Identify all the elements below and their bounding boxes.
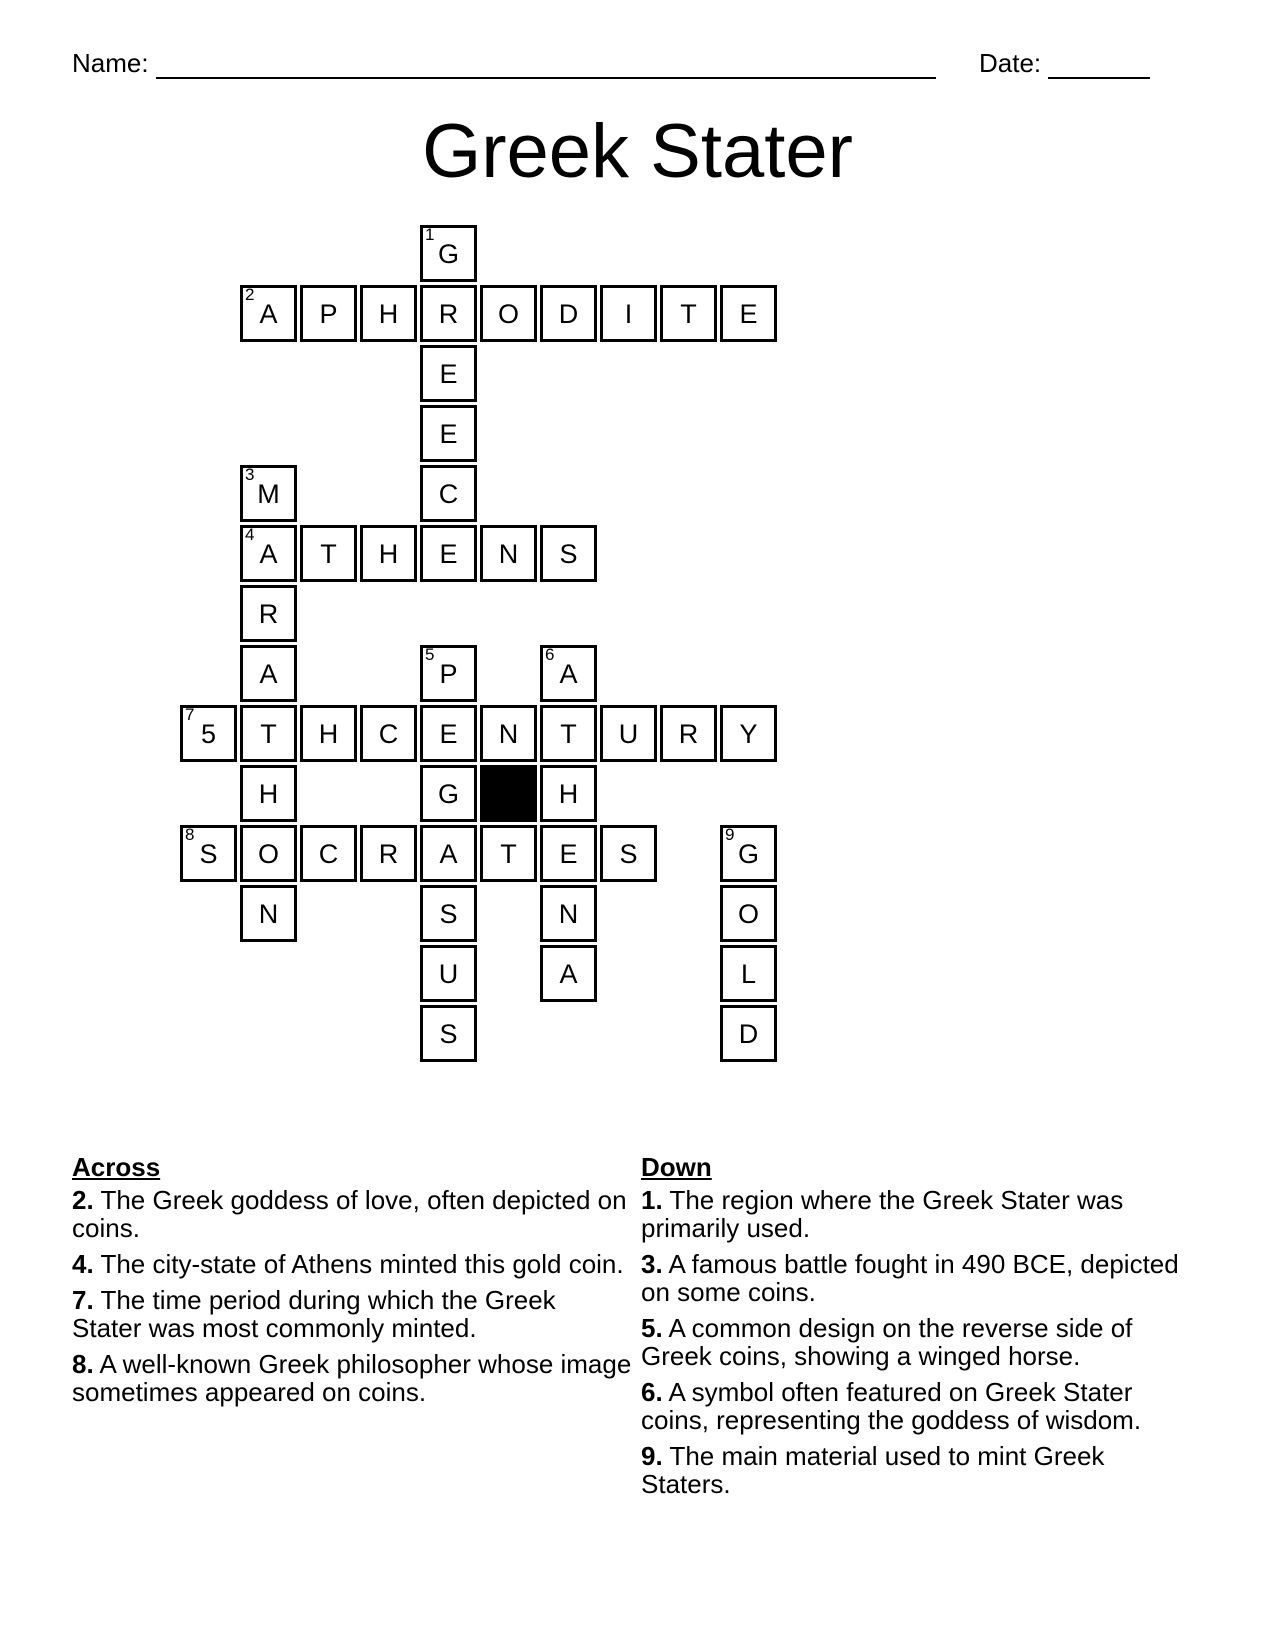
grid-cell[interactable]: [420, 825, 477, 882]
cell-letter: A: [259, 539, 278, 569]
cell-letter: T: [260, 719, 277, 749]
grid-cell[interactable]: [420, 465, 477, 522]
cell-letter: S: [199, 839, 218, 869]
cell-letter: N: [498, 719, 519, 749]
cell-letter: R: [438, 299, 459, 329]
across-heading: Across: [72, 1152, 161, 1182]
cell-letter: S: [439, 1019, 458, 1049]
clue-number-label: 6: [545, 645, 555, 664]
grid-cell[interactable]: [420, 885, 477, 942]
grid-cell[interactable]: [720, 945, 777, 1002]
cell-letter: M: [257, 479, 280, 509]
cell-letter: H: [318, 719, 339, 749]
clue-number: 4.: [72, 1249, 94, 1279]
cell-letter: H: [258, 779, 279, 809]
grid-cell[interactable]: [240, 705, 297, 762]
clue-text: The time period during which the Greek Stater was most commonly minted.: [72, 1285, 556, 1343]
clue-number-label: 3: [245, 465, 255, 484]
name-label: Name:: [72, 48, 149, 78]
clue-number: 3.: [641, 1249, 663, 1279]
grid-cell[interactable]: [660, 285, 717, 342]
clue-number-label: 4: [245, 525, 255, 544]
grid-cell[interactable]: [360, 525, 417, 582]
cell-letter: E: [439, 719, 458, 749]
grid-cell[interactable]: [300, 285, 357, 342]
grid-cell[interactable]: [300, 705, 357, 762]
cell-letter: O: [257, 839, 279, 869]
grid-cell[interactable]: [540, 525, 597, 582]
cell-letter: C: [438, 479, 459, 509]
grid-cell[interactable]: [360, 705, 417, 762]
down-heading: Down: [641, 1152, 712, 1182]
grid-cell[interactable]: [240, 765, 297, 822]
grid-cell[interactable]: [420, 405, 477, 462]
across-clues: [72, 1152, 632, 1414]
cell-letter: Y: [739, 719, 758, 749]
clue-number: 1.: [641, 1185, 663, 1215]
grid-cell[interactable]: [540, 825, 597, 882]
clue-item: [72, 1186, 632, 1242]
cell-letter: L: [740, 959, 757, 989]
grid-cell[interactable]: [420, 765, 477, 822]
clue-number-label: 8: [185, 825, 195, 844]
cell-letter: T: [320, 539, 337, 569]
clue-text: A famous battle fought in 490 BCE, depicted on some coins.: [641, 1249, 1179, 1307]
grid-cell[interactable]: [660, 705, 717, 762]
cell-letter: S: [559, 539, 578, 569]
cell-letter: A: [559, 959, 578, 989]
clue-item: [641, 1250, 1201, 1306]
grid-cell[interactable]: [720, 705, 777, 762]
clue-number: 2.: [72, 1185, 94, 1215]
grid-cell[interactable]: [180, 825, 237, 882]
clue-text: A well-known Greek philosopher whose image sometimes appeared on coins.: [72, 1349, 632, 1407]
clue-number-label: 9: [725, 825, 735, 844]
grid-cell[interactable]: [420, 345, 477, 402]
grid-cell[interactable]: [240, 825, 297, 882]
cell-letter: U: [618, 719, 639, 749]
grid-cell[interactable]: [420, 525, 477, 582]
cell-letter: G: [737, 839, 759, 869]
clue-number: 8.: [72, 1349, 94, 1379]
grid-cell[interactable]: [540, 765, 597, 822]
grid-cell[interactable]: [300, 825, 357, 882]
cell-letter: C: [318, 839, 339, 869]
down-clues: [641, 1152, 1201, 1506]
clue-number: 6.: [641, 1377, 663, 1407]
clue-number-label: 2: [245, 285, 255, 304]
cell-letter: N: [558, 899, 579, 929]
cell-letter: A: [439, 839, 458, 869]
grid-cell[interactable]: [720, 825, 777, 882]
cell-letter: H: [378, 539, 399, 569]
clue-number: 9.: [641, 1441, 663, 1471]
cell-letter: U: [438, 959, 459, 989]
clue-number-label: 1: [425, 225, 435, 244]
grid-cell[interactable]: [240, 585, 297, 642]
clue-item: [641, 1378, 1201, 1434]
cell-letter: N: [498, 539, 519, 569]
cell-letter: T: [500, 839, 517, 869]
cell-letter: R: [678, 719, 699, 749]
cell-letter: G: [437, 239, 459, 269]
cell-letter: S: [619, 839, 638, 869]
cell-letter: E: [559, 839, 578, 869]
clue-item: [72, 1250, 632, 1278]
cell-letter: O: [497, 299, 519, 329]
grid-cell[interactable]: [720, 885, 777, 942]
grid-cell[interactable]: [420, 1005, 477, 1062]
cell-letter: P: [439, 659, 458, 689]
grid-cell[interactable]: [420, 705, 477, 762]
clue-text: The region where the Greek Stater was primarily used.: [641, 1185, 1124, 1243]
clue-number-label: 7: [185, 705, 195, 724]
cell-letter: 5: [200, 719, 217, 749]
clue-text: A symbol often featured on Greek Stater coins, representing the goddess of wisdom.: [641, 1377, 1142, 1435]
cell-letter: C: [378, 719, 399, 749]
cell-letter: O: [737, 899, 759, 929]
grid-cell[interactable]: [600, 285, 657, 342]
cell-letter: A: [259, 659, 278, 689]
grid-cell[interactable]: [720, 285, 777, 342]
grid-cell[interactable]: [720, 1005, 777, 1062]
cell-letter: N: [258, 899, 279, 929]
cell-letter: S: [439, 899, 458, 929]
cell-letter: E: [439, 359, 458, 389]
cell-letter: D: [558, 299, 579, 329]
grid-cell[interactable]: [420, 945, 477, 1002]
cell-letter: T: [680, 299, 697, 329]
grid-cell[interactable]: [480, 705, 537, 762]
clue-text: The city-state of Athens minted this gold coin.: [100, 1249, 624, 1279]
grid-cell[interactable]: [540, 945, 597, 1002]
grid-cell[interactable]: [240, 465, 297, 522]
clue-item: [641, 1314, 1201, 1370]
grid-cell[interactable]: [420, 285, 477, 342]
grid-cell[interactable]: [540, 885, 597, 942]
grid-cell[interactable]: [240, 285, 297, 342]
clue-item: [72, 1350, 632, 1406]
clue-item: [72, 1286, 632, 1342]
grid-cell[interactable]: [540, 705, 597, 762]
grid-cell[interactable]: [240, 645, 297, 702]
grid-cell[interactable]: [180, 705, 237, 762]
grid-cell[interactable]: [360, 825, 417, 882]
clue-item: [641, 1186, 1201, 1242]
cell-letter: D: [738, 1019, 759, 1049]
cell-letter: E: [739, 299, 758, 329]
grid-cell[interactable]: [300, 525, 357, 582]
clue-item: [641, 1442, 1201, 1498]
grid-cell[interactable]: [600, 825, 657, 882]
grid-cell[interactable]: [540, 645, 597, 702]
grid-cell[interactable]: [420, 645, 477, 702]
grid-cell[interactable]: [480, 525, 537, 582]
grid-cell[interactable]: [540, 285, 597, 342]
clue-number: 7.: [72, 1285, 94, 1315]
cell-letter: E: [439, 419, 458, 449]
cell-letter: H: [558, 779, 579, 809]
grid-cell[interactable]: [600, 705, 657, 762]
cell-letter: R: [258, 599, 279, 629]
cell-letter: I: [624, 299, 633, 329]
cell-letter: A: [259, 299, 278, 329]
cell-letter: E: [439, 539, 458, 569]
grid-cell[interactable]: [420, 225, 477, 282]
clue-number: 5.: [641, 1313, 663, 1343]
cell-letter: T: [560, 719, 577, 749]
date-label: Date:: [979, 48, 1042, 78]
page-title: Greek Stater: [422, 109, 853, 194]
grid-cell[interactable]: [240, 885, 297, 942]
cell-letter: G: [437, 779, 459, 809]
cell-letter: P: [319, 299, 338, 329]
clue-text: The Greek goddess of love, often depicted on coins.: [72, 1185, 627, 1243]
grid-cell[interactable]: [480, 825, 537, 882]
blocked-cell: [480, 765, 537, 822]
cell-letter: A: [559, 659, 578, 689]
clue-text: A common design on the reverse side of Greek coins, showing a winged horse.: [641, 1313, 1133, 1371]
cell-letter: H: [378, 299, 399, 329]
grid-cell[interactable]: [480, 285, 537, 342]
clue-number-label: 5: [425, 645, 435, 664]
cell-letter: R: [378, 839, 399, 869]
grid-cell[interactable]: [360, 285, 417, 342]
clue-text: The main material used to mint Greek Staters.: [641, 1441, 1105, 1499]
grid-cell[interactable]: [240, 525, 297, 582]
